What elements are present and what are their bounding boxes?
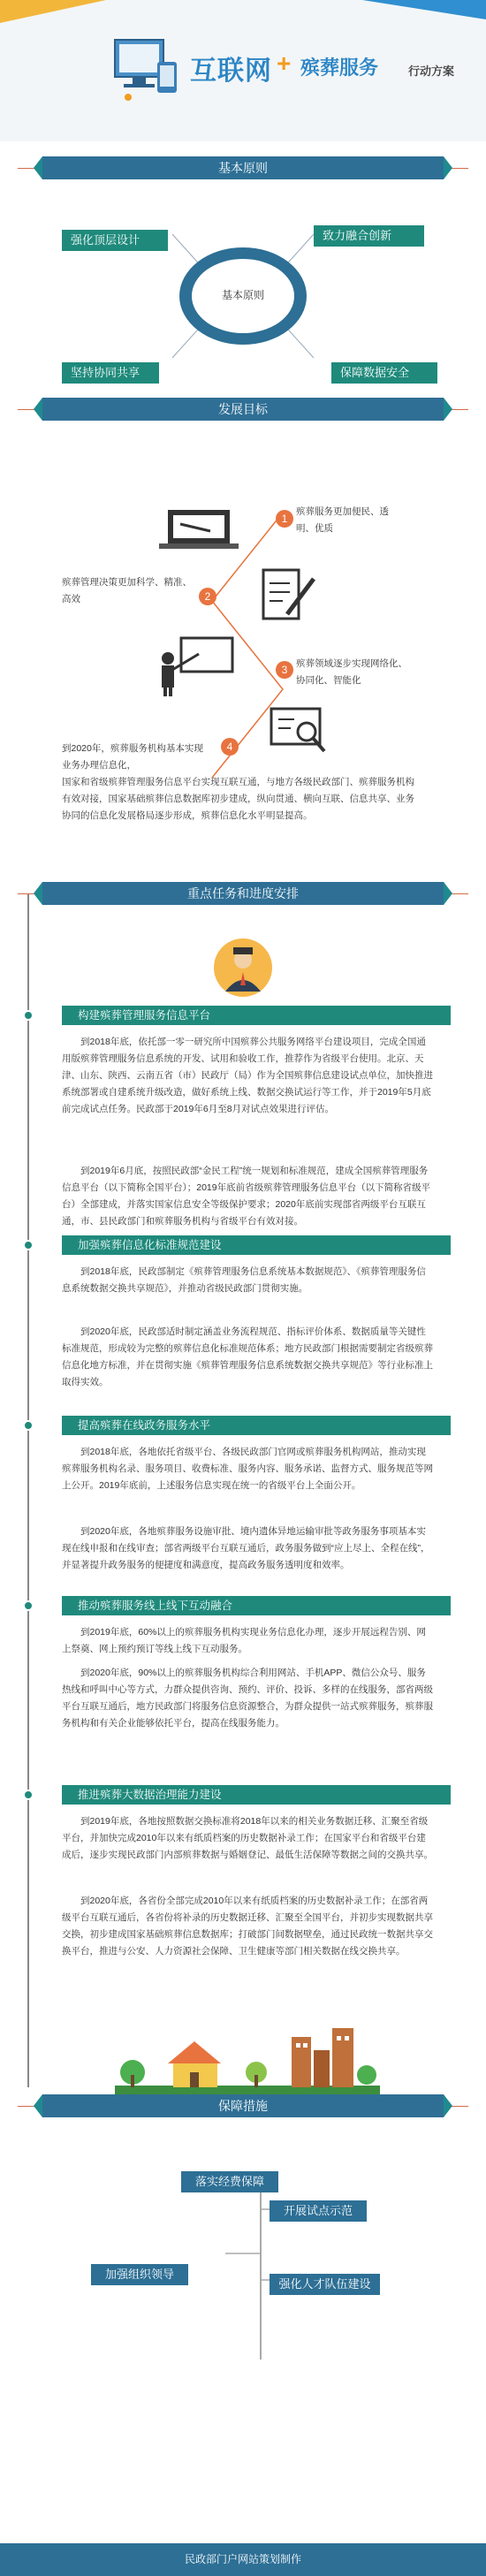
task-2-para-1: 到2018年底，民政部制定《殡葬管理服务信息系统基本数据规范》、《殡葬管理服务信息系统数据交换共享规范》，并推动省级民政部门贯彻实施。 <box>62 1266 426 1294</box>
hero-title: 互联网 <box>190 57 272 86</box>
task-2-para-2: 到2020年底，民政部适时制定涵盖业务流程规范、指标评价体系、数据质量等关键性标准规范，形成较为完整的殡葬信息化标准规范体系；地方民政部门根据需要制定省级殡葬信息化地方标准，并在贯彻实施《殡葬管理服务信息系统数据交换共享规范》等行业标准上取得实效。 <box>62 1326 433 1387</box>
footer: 民政部门户网站策划制作 <box>0 2543 486 2576</box>
goal-4-text: 国家和省级殡葬管理服务信息平台实现互联互通，与地方各级民政部门、殡葬服务机构有效对接，国家基础殡葬信息数据库初步建成，纵向贯通、横向互联、信息共享、业务协同的信息化发展格局逐步形成，殡葬信息化水平明显提高。 <box>62 777 414 821</box>
task-3-para-2: 到2020年底，各地殡葬服务设施审批、境内遗体异地运输审批等政务服务事项基本实现在线申报和在线审查；部省两级平台互联互通后，政务服务做到“应上尽上、全程在线”，并显著提升政务服务的便捷度和满意度，提高政务服务透明度和效率。 <box>62 1526 430 1570</box>
landscape-illustration <box>115 2024 380 2094</box>
timeline-node <box>23 1420 34 1431</box>
section-title-tasks: 重点任务和进度安排 <box>42 882 444 905</box>
principle-2: 致力融合创新 <box>314 225 424 247</box>
timeline-node <box>23 1010 34 1021</box>
corner-decoration <box>0 0 106 23</box>
hero-subtitle: 殡葬服务 <box>300 57 379 79</box>
goal-number-3: 3 <box>276 661 293 679</box>
timeline-node <box>23 1790 34 1800</box>
devices-icon <box>106 35 186 106</box>
corner-decoration <box>362 0 486 19</box>
measure-1: 落实经费保障 <box>181 2171 278 2192</box>
timeline-line <box>27 894 29 2087</box>
document-pen-icon <box>256 566 318 623</box>
hero-plus: + <box>277 49 292 77</box>
task-3-para-1: 到2018年底，各地依托省级平台、各级民政部门官网或殡葬服务机构网站，推动实现殡葬服务机构名录、服务项目、收费标准、服务内容、服务承诺、监督方式、服务规范等网上公开。2019年底前，上述服务信息实现在统一的省级平台上全面公开。 <box>62 1447 433 1491</box>
official-avatar-icon <box>212 937 274 999</box>
section-title-measures: 保障措施 <box>42 2094 444 2117</box>
task-5-para-1: 到2019年底，各地按照数据交换标准将2018年以来的相关业务数据迁移、汇聚至省级平台，并加快完成2010年以来有纸质档案的历史数据补录工作；在国家平台和省级平台建成后，逐步实现民政部门内部殡葬数据与婚姻登记、最低生活保障等数据之间的交换共享。 <box>62 1816 433 1860</box>
presenter-icon <box>155 636 234 698</box>
principle-4: 保障数据安全 <box>331 362 437 384</box>
measure-3: 加强组织领导 <box>91 2264 188 2285</box>
hero-suffix: 行动方案 <box>408 65 455 78</box>
goal-1-text: 殡葬服务更加便民、透明、优质 <box>296 506 389 534</box>
task-4-para-2: 到2020年底，90%以上的殡葬服务机构综合利用网站、手机APP、微信公众号、服务热线和呼叫中心等方式，力群众提供咨询、预约、评价、投诉、多样的在线服务，部省两级平台互联互通后，地方民政部门将服务信息资源整合，为群众提供一站式殡葬服务，殡葬服务机构和有关企业能够依托平台，提高在线服务能力。 <box>62 1668 433 1729</box>
goal-2-text: 殡葬管理决策更加科学、精准、高效 <box>62 577 192 604</box>
goal-4-intro: 到2020年，殡葬服务机构基本实现业务办理信息化， <box>62 743 203 771</box>
measure-2: 开展试点示范 <box>270 2200 367 2222</box>
principle-3: 坚持协同共享 <box>62 362 159 384</box>
principle-1: 强化顶层设计 <box>62 230 168 251</box>
timeline-node <box>23 1240 34 1250</box>
measure-4: 强化人才队伍建设 <box>270 2274 380 2295</box>
hero-banner <box>0 0 486 141</box>
section-title-goals: 发展目标 <box>42 398 444 421</box>
section-title-principles: 基本原则 <box>42 156 444 179</box>
goal-number-1: 1 <box>276 510 293 528</box>
task-2-title: 加强殡葬信息化标准规范建设 <box>62 1235 451 1255</box>
goal-number-2: 2 <box>199 588 216 605</box>
task-1-title: 构建殡葬管理服务信息平台 <box>62 1006 451 1025</box>
task-3-title: 提高殡葬在线政务服务水平 <box>62 1416 451 1435</box>
task-1-para-1: 到2018年底，依托部一零一研究所中国殡葬公共服务网络平台建设项目，完成全国通用版殡葬管理服务信息系统的开发、试用和验收工作，推荐作为省级平台使用。北京、天津、山东、陕西、云南五省（市）民政厅（局）作为全国殡葬信息建设试点单位，加快推进系统部署或自建系统升级改造，做好系统上线、数据交换试运行等工作，并于2019年5月底前完成试点任务。民政部于2019年6月至8月对试点效果进行评估。 <box>62 1037 433 1114</box>
task-4-title: 推动殡葬服务线上线下互动融合 <box>62 1596 451 1615</box>
task-4-para-1: 到2019年底，60%以上的殡葬服务机构实现业务信息化办理，逐步开展远程告别、网上祭奠、网上预约预订等线上线下互动服务。 <box>62 1627 426 1654</box>
goal-3-text: 殡葬领域逐步实现网络化、协同化、智能化 <box>296 658 407 686</box>
task-5-para-2: 到2020年底，各省份全部完成2010年以来有纸质档案的历史数据补录工作；在部省两级平台互联互通后，各省份将补录的历史数据迁移、汇聚至全国平台，并初步实现数据共享交换，初步建成国家基础殡葬信息数据库；打破部门间数据壁垒，通过民政统一数据共享交换平台，推进与公安、人力资源社会保障、卫生健康等部门相关数据在线交换共享。 <box>62 1896 433 1957</box>
goal-number-4: 4 <box>221 738 239 756</box>
laptop-icon <box>159 508 239 552</box>
task-1-para-2: 到2019年6月底，按照民政部“金民工程”统一规划和标准规范，建成全国殡葬管理服务信息平台（以下简称全国平台）；2019年底前省级殡葬管理服务信息平台（以下简称省级平台）全部建成，并落实国家信息安全等级保护要求；2020年底前实现部省两级平台互联互通，市、县民政部门和殡葬服务机构与省级平台有效对接。 <box>62 1166 431 1227</box>
timeline-node <box>23 1600 34 1611</box>
principles-center-label: 基本原则 <box>221 289 264 301</box>
search-screen-icon <box>270 707 331 760</box>
task-5-title: 推进殡葬大数据治理能力建设 <box>62 1785 451 1805</box>
